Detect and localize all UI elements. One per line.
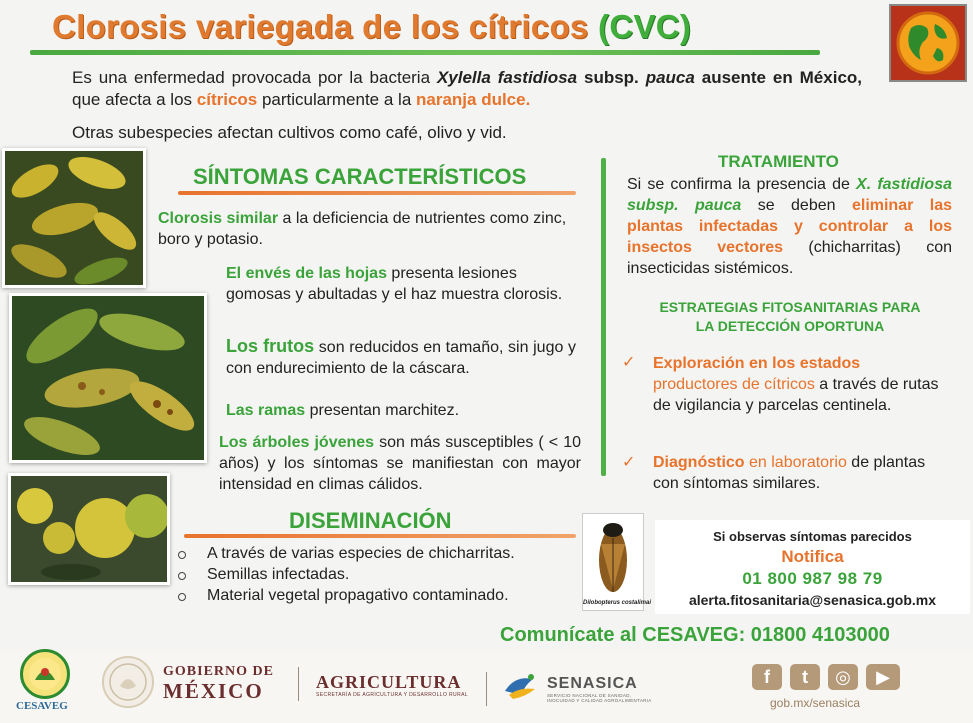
symptom-arboles (219, 432, 581, 495)
list-item: Semillas infectadas. (178, 564, 515, 585)
cesaveg-contact: Comunícate al CESAVEG: 01800 4103000 (500, 624, 890, 646)
naranja-highlight: naranja dulce. (416, 90, 531, 109)
strategy-text: a través de rutas de vigilancia y parcelas centinela. (653, 376, 939, 414)
insect-caption: Dilobopterus costalimai (583, 600, 652, 606)
mexico-seal-icon (102, 656, 154, 708)
leaf-lesions-photo (9, 293, 207, 463)
estrategias-heading-line: LA DETECCIÓN OPORTUNA (695, 318, 885, 334)
symptom-clorosis (158, 208, 573, 250)
senasica-logo-icon (503, 669, 539, 701)
tratamiento-body (627, 174, 952, 279)
agricultura-sublabel: SECRETARÍA DE AGRICULTURA Y DESARROLLO RURAL (316, 692, 468, 698)
strategy-highlight: en laboratorio (744, 454, 847, 471)
mexico-label: MÉXICO (163, 679, 264, 703)
agricultura-label: AGRICULTURA (316, 672, 462, 692)
small-fruits-photo (8, 473, 170, 585)
strategy-exploracion (653, 353, 943, 416)
tratamiento-text: (chicharritas) con insecticidas sistémicos. (627, 239, 952, 277)
logo-divider (298, 667, 299, 701)
symptom-text: a la deficiencia de nutrientes como zinc, boro y potasio. (158, 210, 567, 248)
estrategias-heading-line: ESTRATEGIAS FITOSANITARIAS PARA (659, 299, 921, 315)
title-acronym: (CVC) (598, 8, 692, 45)
species-name: X. fastidiosa subsp. pauca (627, 176, 953, 214)
diseminacion-underline (184, 534, 576, 538)
intro-text: particularmente a la (257, 90, 416, 109)
subsp-name: pauca (645, 68, 695, 87)
symptom-lead: El envés de las hojas (226, 265, 387, 282)
list-item: Material vegetal propagativo contaminado. (178, 585, 515, 606)
sintomas-heading: SÍNTOMAS CARACTERÍSTICOS (193, 164, 527, 189)
senasica-url[interactable]: gob.mx/senasica (770, 696, 861, 710)
alert-email[interactable]: alerta.fitosanitaria@senasica.gob.mx (688, 592, 937, 608)
strategy-lead: Diagnóstico (653, 454, 745, 471)
symptom-lead: Los árboles jóvenes (219, 434, 375, 451)
globe-logo-icon (889, 4, 967, 82)
page-title (52, 8, 691, 46)
diseminacion-list (178, 543, 515, 606)
alert-prompt: Si observas síntomas parecidos (713, 529, 912, 544)
strategy-text: de plantas con síntomas similares. (653, 454, 926, 492)
estrategias-heading (622, 298, 958, 336)
species-name: Xylella fastidiosa (436, 68, 578, 87)
list-item: A través de varias especies de chicharritas. (178, 543, 515, 564)
citricos-highlight: cítricos (196, 90, 258, 109)
tratamiento-action: eliminar las plantas infectadas y controlar a los insectos vectores (627, 197, 953, 256)
intro-paragraph (72, 67, 862, 111)
subsp-label: subsp. (577, 68, 646, 87)
symptom-lead: Las ramas (226, 402, 306, 419)
symptom-text: son más susceptibles ( < 10 años) y los síntomas se manifiestan con mayor intensidad en climas cálidos. (219, 434, 581, 493)
check-icon: ✓ (622, 354, 636, 371)
title-text: Clorosis variegada de los cítricos (52, 8, 599, 45)
absent-note: ausente en México, (694, 68, 863, 87)
intro-subspecies: Otras subespecies afectan cultivos como café, olivo y vid. (72, 123, 507, 142)
cesaveg-label: CESAVEG (16, 700, 68, 712)
alert-notifica: Notifica (781, 547, 844, 566)
column-divider (601, 158, 606, 476)
symptom-lead: Clorosis similar (158, 210, 279, 227)
senasica-sublabel: SERVICIO NACIONAL DE SANIDAD, INOCUIDAD Y CALIDAD AGROALIMENTARIA (547, 693, 652, 703)
diseminacion-heading: DISEMINACIÓN (289, 508, 452, 533)
title-underline (30, 50, 820, 55)
symptom-text: son reducidos en tamaño, sin jugo y con endurecimiento de la cáscara. (226, 339, 576, 377)
chlorotic-leaves-photo (2, 148, 146, 288)
instagram-icon[interactable]: ◎ (828, 664, 858, 690)
cesaveg-logo-icon (20, 649, 70, 699)
facebook-icon[interactable]: f (752, 664, 782, 690)
tratamiento-text: Si se confirma la presencia de (627, 176, 857, 193)
youtube-icon[interactable]: ▶ (866, 664, 900, 690)
strategy-lead: Exploración en los estados (653, 355, 861, 372)
intro-text: que afecta a los (72, 90, 197, 109)
logo-divider (486, 672, 487, 706)
strategy-diagnostico (653, 452, 943, 494)
tratamiento-heading: TRATAMIENTO (718, 152, 839, 171)
gobierno-label: GOBIERNO DE (163, 664, 274, 679)
check-icon: ✓ (622, 454, 636, 471)
senasica-label: SENASICA (547, 675, 638, 692)
twitter-icon[interactable]: t (790, 664, 820, 690)
symptom-lead: Los frutos (226, 336, 315, 356)
intro-text: Es una enfermedad provocada por la bacteria (72, 68, 437, 87)
alert-phone[interactable]: 01 800 987 98 79 (742, 569, 883, 588)
insect-photo (582, 513, 652, 611)
tratamiento-text: se deben (741, 197, 852, 214)
alert-box (655, 520, 970, 614)
symptom-ramas (226, 400, 576, 421)
symptom-text: presenta lesiones gomosas y abultadas y el haz muestra clorosis. (226, 265, 563, 303)
symptom-text: presentan marchitez. (305, 402, 460, 419)
symptom-frutos (226, 336, 576, 379)
symptom-hojas (226, 263, 578, 305)
strategy-highlight: productores de cítricos (653, 376, 815, 393)
sintomas-underline (178, 191, 576, 195)
